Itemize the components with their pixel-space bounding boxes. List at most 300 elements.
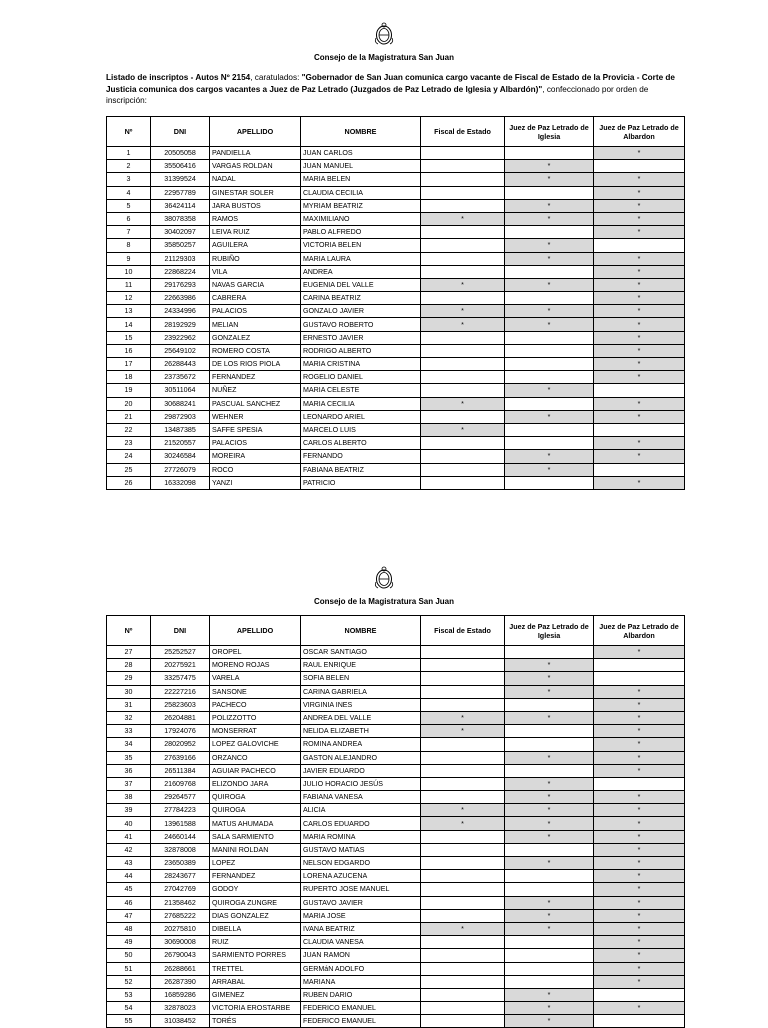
cell-nombre: GUSTAVO MATIAS	[301, 843, 421, 856]
col-header-iglesia: Juez de Paz Letrado de Iglesia	[505, 117, 594, 147]
cell-fiscal-mark	[421, 975, 505, 988]
intro-bold-1: Listado de inscriptos - Autos Nº 2154	[106, 73, 251, 82]
cell-apellido: MATUS AHUMADA	[210, 817, 301, 830]
cell-fiscal-mark: *	[421, 305, 505, 318]
cell-number: 54	[107, 1002, 151, 1015]
table-row	[107, 949, 685, 962]
cell-albardon-mark	[594, 384, 685, 397]
cell-fiscal-mark: *	[421, 318, 505, 331]
cell-fiscal-mark	[421, 450, 505, 463]
table-row	[107, 160, 685, 173]
cell-iglesia-mark	[505, 646, 594, 659]
cell-number: 38	[107, 791, 151, 804]
cell-dni: 32878023	[151, 1002, 210, 1015]
table-row	[107, 646, 685, 659]
cell-nombre: LORENA AZUCENA	[301, 870, 421, 883]
cell-dni: 22957789	[151, 186, 210, 199]
cell-fiscal-mark	[421, 936, 505, 949]
cell-number: 48	[107, 922, 151, 935]
cell-fiscal-mark	[421, 410, 505, 423]
cell-fiscal-mark	[421, 173, 505, 186]
table-row	[107, 751, 685, 764]
cell-fiscal-mark	[421, 358, 505, 371]
cell-nombre: RODRIGO ALBERTO	[301, 344, 421, 357]
cell-albardon-mark	[594, 160, 685, 173]
cell-iglesia-mark	[505, 883, 594, 896]
cell-apellido: QUIROGA ZUNGRE	[210, 896, 301, 909]
cell-fiscal-mark	[421, 843, 505, 856]
coat-of-arms-icon	[373, 566, 395, 590]
cell-albardon-mark: *	[594, 292, 685, 305]
cell-albardon-mark: *	[594, 698, 685, 711]
cell-fiscal-mark	[421, 1002, 505, 1015]
cell-albardon-mark	[594, 672, 685, 685]
cell-albardon-mark	[594, 463, 685, 476]
cell-number: 44	[107, 870, 151, 883]
cell-iglesia-mark	[505, 186, 594, 199]
cell-fiscal-mark: *	[421, 725, 505, 738]
cell-fiscal-mark	[421, 764, 505, 777]
cell-number: 16	[107, 344, 151, 357]
cell-dni: 20275810	[151, 922, 210, 935]
cell-fiscal-mark	[421, 870, 505, 883]
cell-fiscal-mark	[421, 672, 505, 685]
cell-albardon-mark: *	[594, 738, 685, 751]
cell-fiscal-mark: *	[421, 711, 505, 724]
cell-iglesia-mark: *	[505, 160, 594, 173]
cell-number: 39	[107, 804, 151, 817]
cell-dni: 21609768	[151, 777, 210, 790]
cell-dni: 26288443	[151, 358, 210, 371]
cell-apellido: DE LOS RIOS PIOLA	[210, 358, 301, 371]
cell-dni: 25252527	[151, 646, 210, 659]
cell-dni: 13487385	[151, 423, 210, 436]
cell-iglesia-mark: *	[505, 777, 594, 790]
table-row	[107, 817, 685, 830]
cell-fiscal-mark	[421, 1015, 505, 1028]
table-row	[107, 1002, 685, 1015]
cell-apellido: CABRERA	[210, 292, 301, 305]
cell-fiscal-mark	[421, 239, 505, 252]
cell-number: 19	[107, 384, 151, 397]
cell-nombre: MAXIMILIANO	[301, 212, 421, 225]
cell-nombre: JUAN CARLOS	[301, 147, 421, 160]
table-header-row	[107, 117, 685, 147]
cell-albardon-mark: *	[594, 410, 685, 423]
cell-nombre: CARLOS ALBERTO	[301, 437, 421, 450]
cell-fiscal-mark	[421, 883, 505, 896]
cell-nombre: IVANA BEATRIZ	[301, 922, 421, 935]
table-row	[107, 173, 685, 186]
table-row	[107, 830, 685, 843]
cell-iglesia-mark: *	[505, 896, 594, 909]
cell-apellido: ROMERO COSTA	[210, 344, 301, 357]
cell-dni: 38078358	[151, 212, 210, 225]
cell-apellido: PALACIOS	[210, 305, 301, 318]
table-row	[107, 423, 685, 436]
cell-fiscal-mark: *	[421, 397, 505, 410]
cell-number: 51	[107, 962, 151, 975]
cell-apellido: AGUILERA	[210, 239, 301, 252]
cell-iglesia-mark: *	[505, 909, 594, 922]
cell-number: 55	[107, 1015, 151, 1028]
cell-apellido: DIBELLA	[210, 922, 301, 935]
cell-dni: 30688241	[151, 397, 210, 410]
cell-iglesia-mark: *	[505, 318, 594, 331]
cell-dni: 16859286	[151, 988, 210, 1001]
cell-dni: 27042769	[151, 883, 210, 896]
cell-apellido: FERNANDEZ	[210, 371, 301, 384]
cell-number: 47	[107, 909, 151, 922]
cell-nombre: ERNESTO JAVIER	[301, 331, 421, 344]
cell-nombre: OSCAR SANTIAGO	[301, 646, 421, 659]
cell-number: 18	[107, 371, 151, 384]
intro-paragraph	[106, 72, 686, 107]
table-row	[107, 883, 685, 896]
cell-iglesia-mark: *	[505, 450, 594, 463]
table-row	[107, 857, 685, 870]
cell-iglesia-mark	[505, 936, 594, 949]
organization-title: Consejo de la Magistratura San Juan	[313, 53, 455, 62]
cell-dni: 29872903	[151, 410, 210, 423]
cell-iglesia-mark	[505, 423, 594, 436]
table-row	[107, 962, 685, 975]
cell-number: 33	[107, 725, 151, 738]
cell-albardon-mark: *	[594, 212, 685, 225]
table-row	[107, 265, 685, 278]
col-header-number: Nº	[107, 616, 151, 646]
table-row	[107, 410, 685, 423]
cell-dni: 28020952	[151, 738, 210, 751]
cell-nombre: MARCELO LUIS	[301, 423, 421, 436]
cell-number: 32	[107, 711, 151, 724]
cell-albardon-mark: *	[594, 909, 685, 922]
cell-dni: 24660144	[151, 830, 210, 843]
table-row	[107, 239, 685, 252]
cell-albardon-mark: *	[594, 962, 685, 975]
cell-nombre: PABLO ALFREDO	[301, 226, 421, 239]
col-header-dni: DNI	[151, 616, 210, 646]
cell-fiscal-mark	[421, 160, 505, 173]
col-header-apellido: APELLIDO	[210, 117, 301, 147]
cell-iglesia-mark: *	[505, 1015, 594, 1028]
cell-albardon-mark	[594, 988, 685, 1001]
table-row	[107, 292, 685, 305]
cell-apellido: LOPEZ	[210, 857, 301, 870]
registrants-table-1	[106, 116, 685, 490]
cell-dni: 26288661	[151, 962, 210, 975]
cell-iglesia-mark: *	[505, 988, 594, 1001]
cell-apellido: PANDIELLA	[210, 147, 301, 160]
cell-iglesia-mark: *	[505, 804, 594, 817]
cell-dni: 30511064	[151, 384, 210, 397]
cell-albardon-mark: *	[594, 685, 685, 698]
table-row	[107, 331, 685, 344]
cell-fiscal-mark	[421, 962, 505, 975]
cell-iglesia-mark: *	[505, 711, 594, 724]
cell-iglesia-mark: *	[505, 410, 594, 423]
cell-apellido: JARA BUSTOS	[210, 199, 301, 212]
cell-number: 26	[107, 476, 151, 489]
cell-number: 34	[107, 738, 151, 751]
table-row	[107, 186, 685, 199]
cell-number: 14	[107, 318, 151, 331]
table-row	[107, 672, 685, 685]
cell-apellido: PALACIOS	[210, 437, 301, 450]
cell-apellido: PASCUAL SANCHEZ	[210, 397, 301, 410]
cell-iglesia-mark	[505, 764, 594, 777]
cell-albardon-mark: *	[594, 173, 685, 186]
cell-albardon-mark: *	[594, 252, 685, 265]
cell-nombre: ANDREA DEL VALLE	[301, 711, 421, 724]
cell-dni: 36424114	[151, 199, 210, 212]
cell-dni: 21520557	[151, 437, 210, 450]
cell-nombre: EUGENIA DEL VALLE	[301, 278, 421, 291]
cell-albardon-mark: *	[594, 751, 685, 764]
cell-albardon-mark: *	[594, 896, 685, 909]
cell-nombre: ROMINA ANDREA	[301, 738, 421, 751]
cell-fiscal-mark	[421, 896, 505, 909]
cell-number: 41	[107, 830, 151, 843]
cell-nombre: MARIA CECILIA	[301, 397, 421, 410]
cell-number: 6	[107, 212, 151, 225]
cell-albardon-mark	[594, 659, 685, 672]
table-row	[107, 252, 685, 265]
cell-iglesia-mark: *	[505, 252, 594, 265]
cell-albardon-mark: *	[594, 1002, 685, 1015]
table-row	[107, 450, 685, 463]
cell-apellido: QUIROGA	[210, 804, 301, 817]
cell-number: 9	[107, 252, 151, 265]
cell-number: 43	[107, 857, 151, 870]
cell-fiscal-mark	[421, 292, 505, 305]
organization-title: Consejo de la Magistratura San Juan	[313, 597, 455, 606]
cell-apellido: RUBIÑO	[210, 252, 301, 265]
table-row	[107, 1015, 685, 1028]
cell-apellido: RUIZ	[210, 936, 301, 949]
cell-fiscal-mark	[421, 265, 505, 278]
cell-dni: 26790043	[151, 949, 210, 962]
cell-dni: 25649102	[151, 344, 210, 357]
cell-apellido: GONZALEZ	[210, 331, 301, 344]
cell-nombre: MARIA BELEN	[301, 173, 421, 186]
table-row	[107, 476, 685, 489]
cell-iglesia-mark: *	[505, 278, 594, 291]
cell-iglesia-mark: *	[505, 1002, 594, 1015]
cell-nombre: CARLOS EDUARDO	[301, 817, 421, 830]
cell-apellido: VICTORIA EROSTARBE	[210, 1002, 301, 1015]
cell-nombre: JUAN RAMON	[301, 949, 421, 962]
cell-iglesia-mark	[505, 698, 594, 711]
cell-iglesia-mark	[505, 870, 594, 883]
registrants-table-2	[106, 615, 685, 1028]
cell-dni: 30246584	[151, 450, 210, 463]
cell-apellido: LEIVA RUIZ	[210, 226, 301, 239]
cell-number: 1	[107, 147, 151, 160]
cell-apellido: VILA	[210, 265, 301, 278]
cell-albardon-mark: *	[594, 804, 685, 817]
col-header-dni: DNI	[151, 117, 210, 147]
cell-albardon-mark	[594, 423, 685, 436]
cell-nombre: VIRGINIA INES	[301, 698, 421, 711]
cell-fiscal-mark	[421, 384, 505, 397]
cell-number: 31	[107, 698, 151, 711]
cell-nombre: MARIA ROMINA	[301, 830, 421, 843]
cell-dni: 22663986	[151, 292, 210, 305]
cell-iglesia-mark: *	[505, 239, 594, 252]
cell-number: 35	[107, 751, 151, 764]
cell-dni: 27639166	[151, 751, 210, 764]
cell-nombre: CLAUDIA VANESA	[301, 936, 421, 949]
cell-fiscal-mark	[421, 751, 505, 764]
cell-apellido: YANZI	[210, 476, 301, 489]
table-row	[107, 212, 685, 225]
cell-number: 37	[107, 777, 151, 790]
cell-number: 3	[107, 173, 151, 186]
table-row	[107, 318, 685, 331]
cell-iglesia-mark: *	[505, 922, 594, 935]
cell-dni: 21358462	[151, 896, 210, 909]
cell-number: 24	[107, 450, 151, 463]
cell-fiscal-mark	[421, 698, 505, 711]
cell-number: 45	[107, 883, 151, 896]
cell-fiscal-mark	[421, 252, 505, 265]
cell-iglesia-mark	[505, 437, 594, 450]
cell-apellido: NAVAS GARCIA	[210, 278, 301, 291]
cell-dni: 31399524	[151, 173, 210, 186]
coat-of-arms-icon	[373, 22, 395, 46]
cell-dni: 28243677	[151, 870, 210, 883]
cell-albardon-mark: *	[594, 437, 685, 450]
cell-iglesia-mark: *	[505, 817, 594, 830]
cell-iglesia-mark: *	[505, 751, 594, 764]
table-row	[107, 725, 685, 738]
cell-nombre: GUSTAVO ROBERTO	[301, 318, 421, 331]
cell-dni: 35850257	[151, 239, 210, 252]
cell-nombre: VICTORIA BELEN	[301, 239, 421, 252]
cell-number: 52	[107, 975, 151, 988]
table-row	[107, 659, 685, 672]
cell-dni: 27784223	[151, 804, 210, 817]
cell-nombre: CARINA BEATRIZ	[301, 292, 421, 305]
cell-number: 7	[107, 226, 151, 239]
cell-number: 36	[107, 764, 151, 777]
cell-iglesia-mark	[505, 949, 594, 962]
cell-iglesia-mark: *	[505, 830, 594, 843]
col-header-nombre: NOMBRE	[301, 117, 421, 147]
cell-nombre: SOFIA BELEN	[301, 672, 421, 685]
col-header-nombre: NOMBRE	[301, 616, 421, 646]
table-body-2	[107, 646, 685, 1028]
table-row	[107, 738, 685, 751]
cell-albardon-mark: *	[594, 949, 685, 962]
cell-albardon-mark: *	[594, 922, 685, 935]
cell-albardon-mark	[594, 777, 685, 790]
cell-fiscal-mark	[421, 857, 505, 870]
cell-dni: 26511384	[151, 764, 210, 777]
table-row	[107, 226, 685, 239]
cell-iglesia-mark	[505, 226, 594, 239]
cell-iglesia-mark	[505, 738, 594, 751]
cell-apellido: NADAL	[210, 173, 301, 186]
cell-number: 20	[107, 397, 151, 410]
cell-apellido: QUIROGA	[210, 791, 301, 804]
cell-albardon-mark: *	[594, 147, 685, 160]
cell-number: 12	[107, 292, 151, 305]
cell-nombre: ALICIA	[301, 804, 421, 817]
cell-dni: 20505058	[151, 147, 210, 160]
cell-apellido: MOREIRA	[210, 450, 301, 463]
cell-apellido: TORÉS	[210, 1015, 301, 1028]
cell-albardon-mark: *	[594, 975, 685, 988]
cell-nombre: CLAUDIA CECILIA	[301, 186, 421, 199]
cell-dni: 21129303	[151, 252, 210, 265]
cell-nombre: GERMáN ADOLFO	[301, 962, 421, 975]
cell-number: 21	[107, 410, 151, 423]
cell-fiscal-mark	[421, 685, 505, 698]
cell-apellido: ARRABAL	[210, 975, 301, 988]
cell-albardon-mark: *	[594, 857, 685, 870]
cell-iglesia-mark: *	[505, 857, 594, 870]
cell-dni: 31038452	[151, 1015, 210, 1028]
cell-dni: 28192929	[151, 318, 210, 331]
cell-nombre: RUPERTO JOSE MANUEL	[301, 883, 421, 896]
cell-nombre: GUSTAVO JAVIER	[301, 896, 421, 909]
cell-nombre: RUBEN DARIO	[301, 988, 421, 1001]
cell-number: 50	[107, 949, 151, 962]
cell-dni: 32878008	[151, 843, 210, 856]
cell-albardon-mark: *	[594, 305, 685, 318]
table-row	[107, 278, 685, 291]
cell-apellido: GIMENEZ	[210, 988, 301, 1001]
cell-fiscal-mark	[421, 199, 505, 212]
cell-albardon-mark: *	[594, 870, 685, 883]
cell-apellido: OROPEL	[210, 646, 301, 659]
cell-apellido: SANSONE	[210, 685, 301, 698]
intro-bold-2: "Gobernador de San Juan comunica cargo vacante de Fiscal de Estado de la Provicia - Corte de Justicia comunica dos cargos vacantes a Juez de Paz Letrado (Juzgados de Paz Letrado de Iglesia y Albardón)"	[106, 73, 675, 94]
cell-nombre: NELIDA ELIZABETH	[301, 725, 421, 738]
table-row	[107, 437, 685, 450]
cell-albardon-mark: *	[594, 397, 685, 410]
cell-fiscal-mark	[421, 331, 505, 344]
cell-albardon-mark: *	[594, 186, 685, 199]
cell-apellido: LOPEZ GALOVICHE	[210, 738, 301, 751]
cell-iglesia-mark: *	[505, 384, 594, 397]
table-row	[107, 397, 685, 410]
cell-fiscal-mark	[421, 988, 505, 1001]
cell-nombre: LEONARDO ARIEL	[301, 410, 421, 423]
cell-apellido: SARMIENTO PORRES	[210, 949, 301, 962]
cell-dni: 35506416	[151, 160, 210, 173]
cell-iglesia-mark: *	[505, 199, 594, 212]
cell-albardon-mark: *	[594, 371, 685, 384]
cell-number: 8	[107, 239, 151, 252]
cell-fiscal-mark	[421, 909, 505, 922]
cell-nombre: MYRIAM BEATRIZ	[301, 199, 421, 212]
cell-number: 5	[107, 199, 151, 212]
cell-dni: 27685222	[151, 909, 210, 922]
cell-apellido: AGUIAR PACHECO	[210, 764, 301, 777]
table-row	[107, 344, 685, 357]
cell-number: 40	[107, 817, 151, 830]
cell-nombre: MARIANA	[301, 975, 421, 988]
col-header-albardon: Juez de Paz Letrado de Albardon	[594, 117, 685, 147]
cell-fiscal-mark	[421, 371, 505, 384]
cell-fiscal-mark	[421, 949, 505, 962]
cell-nombre: FERNANDO	[301, 450, 421, 463]
cell-iglesia-mark	[505, 265, 594, 278]
table-header-row	[107, 616, 685, 646]
